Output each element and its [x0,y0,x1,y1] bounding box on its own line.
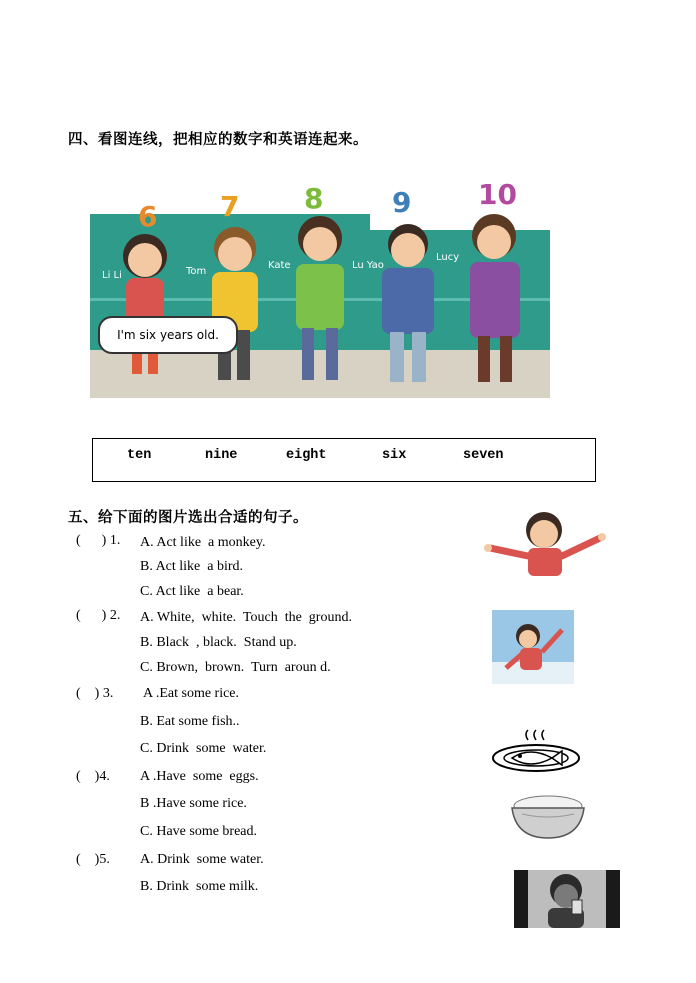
q4-option-a: A .Have some eggs. [140,769,259,784]
q4-option-c: C. Have some bread. [140,824,258,839]
section-5-heading: 五、给下面的图片选出合适的句子。 [68,510,308,526]
q2-prefix: ( ) 2. [76,608,121,623]
girl-arms-out-picture [482,508,612,576]
q2-option-b: B. Black , black. Stand up. [140,635,297,650]
q3-option-a: A .Eat some rice. [143,686,240,701]
q5-prefix: ( )5. [76,852,110,867]
name-lucy: Lucy [436,252,460,263]
name-li-li: Li Li [102,270,122,281]
q2-option-c: C. Brown, brown. Turn aroun d. [140,660,331,675]
q4-option-b: B .Have some rice. [140,796,247,811]
name-tom: Tom [186,266,207,277]
word-six: six [382,448,407,463]
speech-bubble: I'm six years old. [98,316,238,354]
number-8: 8 [304,182,324,215]
fish-plate-picture [490,728,582,774]
q2-option-a: A. White, white. Touch the ground. [140,610,352,625]
word-ten: ten [127,448,152,463]
q3-option-c: C. Drink some water. [140,741,267,756]
number-9: 9 [392,186,412,219]
number-10: 10 [478,178,517,211]
number-6: 6 [138,200,158,233]
girl-touch-ground-picture [492,610,574,684]
word-nine: nine [205,448,238,463]
name-lu-yao: Lu Yao [352,260,384,271]
q3-option-b: B. Eat some fish.. [140,714,240,729]
q1-option-b: B. Act like a bird. [140,559,244,574]
q5-option-b: B. Drink some milk. [140,879,259,894]
word-box [92,438,596,482]
q1-prefix: ( ) 1. [76,533,121,548]
section-4-heading: 四、看图连线，把相应的数字和英语连起来。 [68,132,368,148]
rice-bowl-picture [508,792,588,840]
word-seven: seven [463,448,504,463]
drinking-person-picture [514,870,620,928]
children-illustration [90,178,550,398]
q5-option-a: A. Drink some water. [140,852,264,867]
word-eight: eight [286,448,327,463]
number-7: 7 [220,190,240,223]
children-figures [90,178,550,398]
q4-prefix: ( )4. [76,769,110,784]
q1-option-a: A. Act like a monkey. [140,535,266,550]
name-kate: Kate [268,260,291,271]
q3-prefix: ( ) 3. [76,686,114,701]
q1-option-c: C. Act like a bear. [140,584,244,599]
